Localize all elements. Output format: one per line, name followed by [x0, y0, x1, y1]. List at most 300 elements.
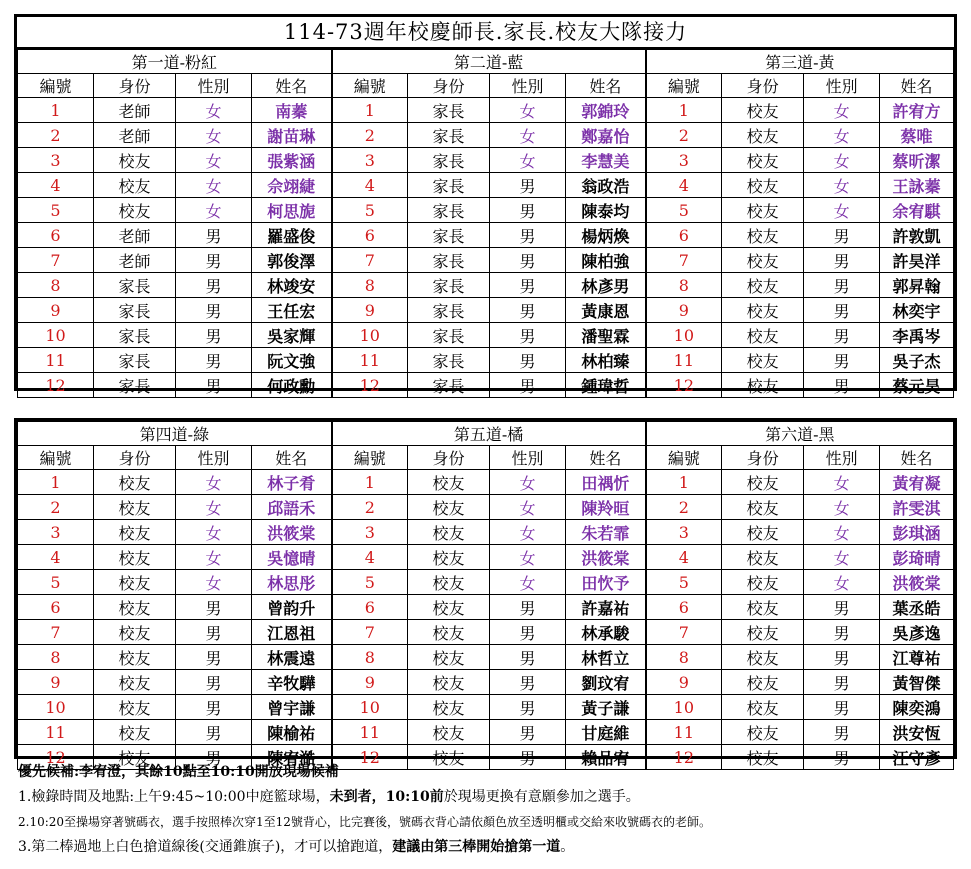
runner-name: 陳奕鴻: [880, 695, 954, 720]
header-number: 編號: [332, 446, 408, 470]
runner-number: 4: [646, 173, 722, 198]
runner-number: 9: [646, 670, 722, 695]
runner-name: 林奕宇: [880, 298, 954, 323]
runner-number: 6: [18, 223, 94, 248]
runner-number: 7: [18, 248, 94, 273]
runner-gender: 男: [804, 620, 880, 645]
runner-gender: 女: [804, 98, 880, 123]
runner-name: 佘翊緁: [252, 173, 332, 198]
runner-gender: 女: [490, 98, 566, 123]
runner-number: 11: [332, 720, 408, 745]
runner-gender: 男: [490, 645, 566, 670]
runner-identity: 校友: [722, 545, 804, 570]
runner-name: 江尊祐: [880, 645, 954, 670]
runner-gender: 女: [804, 570, 880, 595]
runner-name: 許雯淇: [880, 495, 954, 520]
runner-identity: 家長: [408, 98, 490, 123]
runner-name: 林承駿: [566, 620, 646, 645]
runner-gender: 男: [804, 298, 880, 323]
table-row: [18, 373, 954, 398]
runner-identity: 家長: [408, 198, 490, 223]
runner-number: 6: [332, 595, 408, 620]
table-row: [18, 298, 954, 323]
table-row: [18, 323, 954, 348]
table-row: [18, 695, 954, 720]
header-identity: 身份: [94, 74, 176, 98]
runner-name: 邱語禾: [252, 495, 332, 520]
header-identity: 身份: [94, 446, 176, 470]
runner-gender: 女: [176, 198, 252, 223]
note-lane-cut: [18, 835, 958, 860]
runner-identity: 校友: [722, 248, 804, 273]
runner-gender: 男: [804, 223, 880, 248]
runner-identity: 家長: [94, 373, 176, 398]
runner-name: 吳家輝: [252, 323, 332, 348]
runner-number: 9: [332, 298, 408, 323]
runner-number: 1: [332, 470, 408, 495]
header-number: 編號: [18, 446, 94, 470]
runner-gender: 男: [490, 173, 566, 198]
runner-number: 10: [18, 323, 94, 348]
runner-number: 10: [332, 323, 408, 348]
runner-gender: 男: [490, 670, 566, 695]
column-header-row: [18, 74, 954, 98]
runner-number: 6: [646, 223, 722, 248]
table-row: [18, 670, 954, 695]
runner-gender: 男: [176, 323, 252, 348]
runner-name: 田禑忻: [566, 470, 646, 495]
table-row: [18, 545, 954, 570]
runner-identity: 校友: [722, 720, 804, 745]
runner-number: 12: [18, 745, 94, 770]
runner-gender: 男: [804, 595, 880, 620]
runner-gender: 女: [804, 123, 880, 148]
runner-name: 黃智傑: [880, 670, 954, 695]
runner-identity: 校友: [722, 173, 804, 198]
header-gender: 性別: [490, 74, 566, 98]
note-lane-cut-tail: 。: [560, 839, 575, 855]
runner-identity: 校友: [722, 570, 804, 595]
runner-gender: 男: [490, 745, 566, 770]
table-row: [18, 520, 954, 545]
runner-identity: 校友: [722, 595, 804, 620]
runner-number: 8: [646, 645, 722, 670]
runner-name: 許宥方: [880, 98, 954, 123]
runner-gender: 男: [176, 248, 252, 273]
column-header-row: [18, 446, 954, 470]
runner-gender: 男: [176, 720, 252, 745]
runner-name: 何政勳: [252, 373, 332, 398]
runner-gender: 女: [804, 148, 880, 173]
runner-number: 8: [332, 273, 408, 298]
runner-number: 5: [332, 198, 408, 223]
runner-gender: 男: [804, 248, 880, 273]
runner-gender: 女: [804, 495, 880, 520]
runner-name: 朱若霏: [566, 520, 646, 545]
runner-identity: 校友: [722, 470, 804, 495]
runner-gender: 男: [490, 198, 566, 223]
runner-name: 郭錦玲: [566, 98, 646, 123]
runner-gender: 女: [490, 520, 566, 545]
runner-name: 洪筱棠: [252, 520, 332, 545]
runner-number: 11: [18, 348, 94, 373]
runner-identity: 校友: [408, 695, 490, 720]
runner-number: 7: [332, 620, 408, 645]
runner-identity: 老師: [94, 123, 176, 148]
lane-label: 第二道-藍: [332, 50, 646, 74]
table-row: [18, 595, 954, 620]
runner-number: 3: [18, 520, 94, 545]
runner-identity: 校友: [722, 620, 804, 645]
runner-number: 8: [332, 645, 408, 670]
header-gender: 性別: [804, 74, 880, 98]
runner-name: 林彥男: [566, 273, 646, 298]
runner-gender: 女: [176, 148, 252, 173]
runner-name: 彭琦晴: [880, 545, 954, 570]
runner-name: 鍾瑋哲: [566, 373, 646, 398]
runner-identity: 校友: [408, 720, 490, 745]
runner-gender: 男: [176, 298, 252, 323]
runner-name: 王任宏: [252, 298, 332, 323]
lane-label: 第三道-黃: [646, 50, 954, 74]
runner-identity: 校友: [408, 620, 490, 645]
runner-identity: 校友: [408, 520, 490, 545]
runner-name: 辛牧驊: [252, 670, 332, 695]
runner-name: 潘聖霖: [566, 323, 646, 348]
runner-name: 南蓁: [252, 98, 332, 123]
runner-identity: 校友: [722, 745, 804, 770]
runner-identity: 家長: [94, 273, 176, 298]
header-name: 姓名: [566, 74, 646, 98]
runner-name: 謝苗琳: [252, 123, 332, 148]
runner-identity: 老師: [94, 223, 176, 248]
runner-identity: 校友: [722, 323, 804, 348]
runner-name: 黃子謙: [566, 695, 646, 720]
table-row: [18, 223, 954, 248]
runner-gender: 男: [176, 745, 252, 770]
runner-number: 11: [646, 348, 722, 373]
runner-name: 陳羚晅: [566, 495, 646, 520]
runner-name: 田忺予: [566, 570, 646, 595]
runner-number: 8: [18, 645, 94, 670]
runner-number: 8: [18, 273, 94, 298]
runner-number: 1: [332, 98, 408, 123]
note-checkin-deadline: 未到者，10:10前: [329, 789, 444, 805]
header-number: 編號: [18, 74, 94, 98]
runner-number: 5: [332, 570, 408, 595]
runner-gender: 女: [490, 545, 566, 570]
lane-grid-bottom: [17, 421, 954, 770]
runner-gender: 女: [176, 98, 252, 123]
runner-identity: 校友: [94, 470, 176, 495]
runner-name: 羅盛俊: [252, 223, 332, 248]
header-identity: 身份: [408, 74, 490, 98]
runner-identity: 家長: [408, 273, 490, 298]
runner-number: 7: [332, 248, 408, 273]
header-name: 姓名: [880, 446, 954, 470]
table-row: [18, 470, 954, 495]
runner-identity: 校友: [408, 495, 490, 520]
runner-number: 2: [18, 123, 94, 148]
runner-number: 1: [18, 470, 94, 495]
header-gender: 性別: [176, 74, 252, 98]
runner-gender: 女: [490, 570, 566, 595]
runner-number: 7: [646, 248, 722, 273]
table-row: [18, 348, 954, 373]
runner-gender: 女: [804, 470, 880, 495]
runner-number: 2: [646, 495, 722, 520]
runner-identity: 校友: [722, 198, 804, 223]
note-jersey: 2.10:20至操場穿著號碼衣，選手按照棒次穿1至12號背心，比完賽後，號碼衣背心請依顏色放至透明櫃或交給來收號碼衣的老師。: [18, 815, 711, 829]
runner-number: 12: [332, 745, 408, 770]
runner-gender: 女: [176, 123, 252, 148]
runner-identity: 家長: [408, 323, 490, 348]
runner-identity: 家長: [408, 148, 490, 173]
runner-name: 林哲立: [566, 645, 646, 670]
runner-identity: 家長: [408, 123, 490, 148]
runner-gender: 男: [490, 248, 566, 273]
runner-number: 1: [18, 98, 94, 123]
notes-section: [18, 760, 958, 860]
runner-identity: 校友: [94, 720, 176, 745]
runner-number: 2: [646, 123, 722, 148]
runner-name: 陳柏強: [566, 248, 646, 273]
runner-gender: 男: [490, 323, 566, 348]
runner-identity: 校友: [722, 98, 804, 123]
runner-name: 許昊洋: [880, 248, 954, 273]
runner-name: 彭琪涵: [880, 520, 954, 545]
runner-gender: 男: [804, 348, 880, 373]
runner-name: 洪安恆: [880, 720, 954, 745]
runner-identity: 校友: [408, 545, 490, 570]
runner-number: 9: [18, 670, 94, 695]
runner-name: 洪筱棠: [566, 545, 646, 570]
runner-number: 7: [646, 620, 722, 645]
runner-identity: 校友: [722, 645, 804, 670]
runner-name: 陳榆祐: [252, 720, 332, 745]
runner-gender: 女: [490, 470, 566, 495]
runner-number: 10: [18, 695, 94, 720]
runner-name: 曾韵升: [252, 595, 332, 620]
runner-name: 江恩祖: [252, 620, 332, 645]
runner-name: 吳子杰: [880, 348, 954, 373]
runner-name: 李慧美: [566, 148, 646, 173]
runner-number: 5: [18, 570, 94, 595]
table-row: [18, 495, 954, 520]
runner-gender: 男: [490, 720, 566, 745]
header-name: 姓名: [252, 74, 332, 98]
runner-identity: 校友: [94, 595, 176, 620]
table-row: [18, 620, 954, 645]
runner-number: 1: [646, 98, 722, 123]
runner-identity: 校友: [408, 645, 490, 670]
header-gender: 性別: [804, 446, 880, 470]
runner-name: 曾宇謙: [252, 695, 332, 720]
runner-name: 蔡元昊: [880, 373, 954, 398]
runner-identity: 家長: [408, 298, 490, 323]
runner-identity: 校友: [722, 670, 804, 695]
runner-gender: 女: [804, 545, 880, 570]
runner-identity: 家長: [408, 248, 490, 273]
lane-label: 第一道-粉紅: [18, 50, 332, 74]
runner-number: 10: [332, 695, 408, 720]
runner-identity: 校友: [94, 745, 176, 770]
runner-number: 3: [332, 148, 408, 173]
relay-table-lanes-4-6: [14, 418, 957, 768]
lane-grid-top: [17, 49, 954, 398]
runner-name: 吳彥逸: [880, 620, 954, 645]
runner-number: 2: [18, 495, 94, 520]
header-number: 編號: [332, 74, 408, 98]
runner-gender: 女: [176, 570, 252, 595]
runner-name: 林思彤: [252, 570, 332, 595]
runner-gender: 男: [490, 695, 566, 720]
runner-name: 鄭嘉怡: [566, 123, 646, 148]
header-number: 編號: [646, 74, 722, 98]
runner-identity: 校友: [94, 620, 176, 645]
runner-identity: 家長: [94, 348, 176, 373]
header-identity: 身份: [722, 446, 804, 470]
runner-identity: 校友: [408, 595, 490, 620]
note-lane-cut-text: 3.第二棒過地上白色搶道線後(交通錐旗子)，才可以搶跑道，: [18, 839, 393, 855]
runner-gender: 女: [804, 198, 880, 223]
runner-gender: 男: [804, 323, 880, 348]
runner-number: 4: [332, 173, 408, 198]
runner-gender: 男: [176, 670, 252, 695]
header-gender: 性別: [490, 446, 566, 470]
runner-name: 張紫涵: [252, 148, 332, 173]
runner-identity: 校友: [94, 545, 176, 570]
runner-identity: 校友: [94, 645, 176, 670]
note-lane-cut-suggestion: 建議由第三棒開始搶第一道: [392, 839, 561, 855]
runner-gender: 女: [804, 520, 880, 545]
note-checkin: [18, 785, 958, 810]
runner-identity: 校友: [722, 695, 804, 720]
runner-gender: 男: [490, 348, 566, 373]
runner-name: 楊炳煥: [566, 223, 646, 248]
runner-number: 6: [646, 595, 722, 620]
header-name: 姓名: [880, 74, 954, 98]
runner-gender: 男: [176, 348, 252, 373]
runner-gender: 男: [490, 373, 566, 398]
runner-gender: 女: [176, 173, 252, 198]
runner-number: 12: [18, 373, 94, 398]
runner-gender: 男: [804, 670, 880, 695]
header-number: 編號: [646, 446, 722, 470]
runner-gender: 男: [804, 373, 880, 398]
table-row: [18, 173, 954, 198]
runner-number: 12: [332, 373, 408, 398]
runner-name: 王詠蓁: [880, 173, 954, 198]
runner-identity: 家長: [408, 373, 490, 398]
runner-name: 郭昇翰: [880, 273, 954, 298]
runner-identity: 校友: [722, 148, 804, 173]
runner-name: 林子肴: [252, 470, 332, 495]
runner-number: 6: [332, 223, 408, 248]
runner-identity: 校友: [408, 670, 490, 695]
header-identity: 身份: [408, 446, 490, 470]
runner-name: 林震遠: [252, 645, 332, 670]
runner-number: 4: [332, 545, 408, 570]
runner-gender: 男: [804, 745, 880, 770]
runner-identity: 校友: [722, 273, 804, 298]
runner-identity: 校友: [722, 373, 804, 398]
runner-identity: 校友: [94, 695, 176, 720]
runner-gender: 女: [176, 495, 252, 520]
runner-identity: 校友: [94, 520, 176, 545]
runner-gender: 男: [490, 620, 566, 645]
runner-number: 12: [646, 373, 722, 398]
runner-name: 葉丞皓: [880, 595, 954, 620]
runner-gender: 男: [176, 595, 252, 620]
runner-gender: 女: [804, 173, 880, 198]
runner-name: 洪筱棠: [880, 570, 954, 595]
runner-identity: 校友: [722, 123, 804, 148]
runner-identity: 校友: [94, 148, 176, 173]
page-title: 114-73週年校慶師長.家長.校友大隊接力: [17, 17, 954, 49]
runner-name: 陳宥澔: [252, 745, 332, 770]
table-row: [18, 198, 954, 223]
table-row: [18, 123, 954, 148]
runner-number: 3: [332, 520, 408, 545]
runner-identity: 校友: [722, 348, 804, 373]
runner-gender: 男: [176, 273, 252, 298]
runner-number: 2: [332, 495, 408, 520]
runner-number: 11: [332, 348, 408, 373]
runner-gender: 男: [176, 645, 252, 670]
runner-number: 10: [646, 695, 722, 720]
lane-header-row: [18, 50, 954, 74]
runner-name: 賴品宥: [566, 745, 646, 770]
runner-identity: 校友: [722, 495, 804, 520]
runner-name: 吳憶晴: [252, 545, 332, 570]
runner-identity: 校友: [722, 223, 804, 248]
runner-gender: 男: [804, 273, 880, 298]
runner-name: 阮文強: [252, 348, 332, 373]
runner-identity: 校友: [94, 173, 176, 198]
runner-name: 蔡昕潔: [880, 148, 954, 173]
runner-number: 3: [646, 520, 722, 545]
lane-label: 第四道-綠: [18, 422, 332, 446]
runner-identity: 家長: [94, 298, 176, 323]
note-priority-standby: 優先候補:李宥澄，其餘10點至10:10開放現場候補: [18, 764, 339, 780]
header-name: 姓名: [566, 446, 646, 470]
runner-number: 5: [646, 198, 722, 223]
runner-gender: 男: [490, 223, 566, 248]
runner-number: 10: [646, 323, 722, 348]
lane-label: 第六道-黑: [646, 422, 954, 446]
runner-number: 2: [332, 123, 408, 148]
runner-gender: 男: [176, 695, 252, 720]
header-name: 姓名: [252, 446, 332, 470]
lane-label: 第五道-橘: [332, 422, 646, 446]
runner-gender: 男: [804, 645, 880, 670]
runner-name: 翁政浩: [566, 173, 646, 198]
runner-gender: 女: [490, 495, 566, 520]
runner-gender: 女: [490, 123, 566, 148]
runner-number: 11: [646, 720, 722, 745]
runner-gender: 男: [804, 695, 880, 720]
runner-gender: 男: [490, 298, 566, 323]
runner-identity: 家長: [408, 223, 490, 248]
runner-gender: 男: [176, 620, 252, 645]
runner-name: 黃康恩: [566, 298, 646, 323]
runner-name: 甘庭維: [566, 720, 646, 745]
runner-gender: 男: [176, 223, 252, 248]
table-row: [18, 98, 954, 123]
runner-gender: 男: [176, 373, 252, 398]
runner-gender: 男: [490, 595, 566, 620]
